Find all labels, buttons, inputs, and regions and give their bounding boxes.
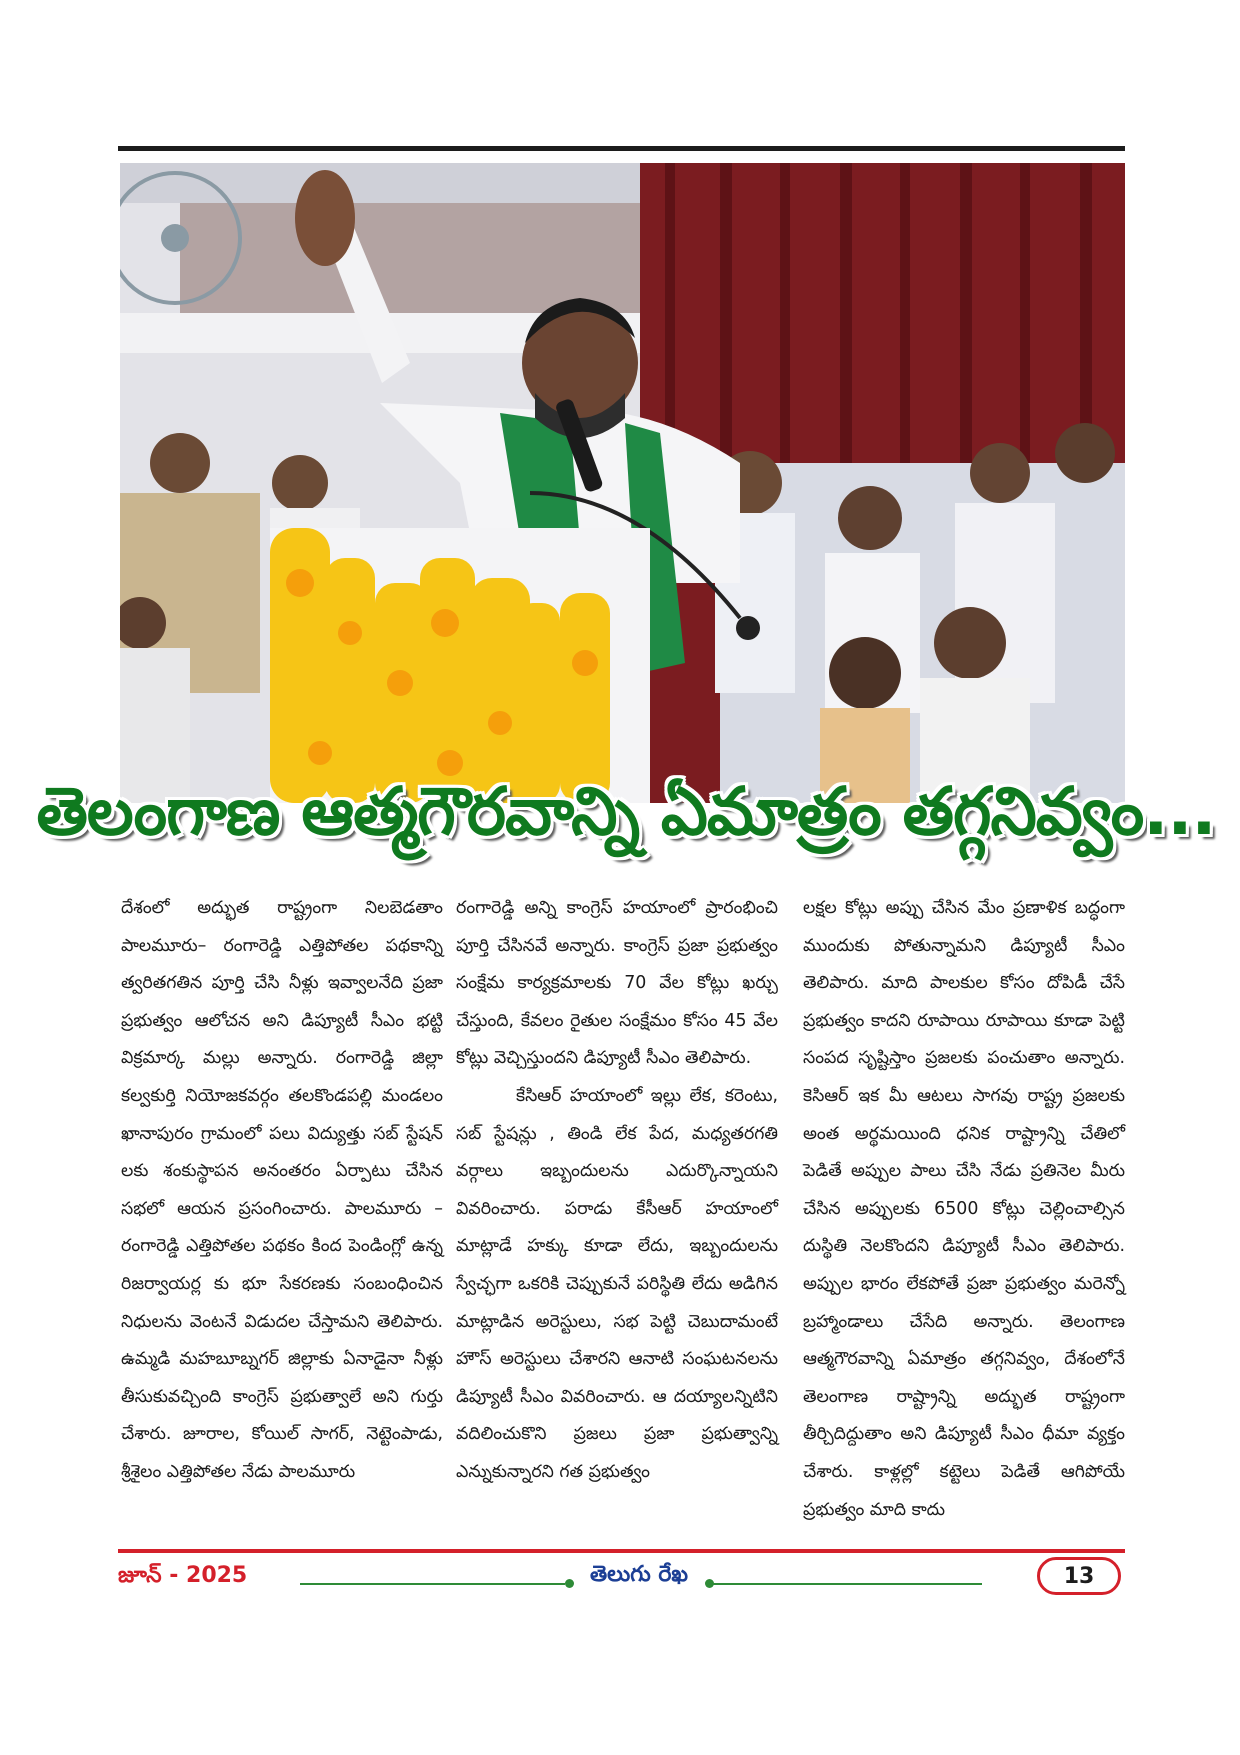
article-column-3 [803, 890, 1125, 1529]
article-photo [120, 163, 1125, 803]
footer-issue-date: జూన్ - 2025 [118, 1563, 248, 1588]
footer-divider-right [712, 1583, 982, 1585]
article-column-1 [121, 890, 443, 1492]
footer-magazine-name: తెలుగు రేఖ [589, 1562, 689, 1587]
top-rule [118, 146, 1125, 151]
column-2-paragraph-1: రంగారెడ్డి అన్ని కాంగ్రెస్ హయాంలో ప్రారంభించి పూర్తి చేసినవే అన్నారు. కాంగ్రెస్ ప్రజా ప్రభుత్వం సంక్షేమ కార్యక్రమాలకు 70 వేల కోట్లు ఖర్చు చేస్తుంది, కేవలం రైతుల సంక్షేమం కోసం 45 వేల కోట్లు వెచ్చిస్తుందని డిప్యూటీ సీఎం తెలిపారు. [456, 898, 778, 1069]
footer-rule [118, 1549, 1125, 1553]
column-1-paragraph: దేశంలో అద్భుత రాష్ట్రంగా నిలబెడతాం పాలమూరు– రంగారెడ్డి ఎత్తిపోతల పథకాన్ని త్వరితగతిన పూర్తి చేసి నీళ్లు ఇవ్వాలనేది ప్రజా ప్రభుత్వం ఆలోచన అని డిప్యూటీ సీఎం భట్టి విక్రమార్క మల్లు అన్నారు. రంగారెడ్డి జిల్లా కల్వకుర్తి నియోజకవర్గం తలకొండపల్లి మండలం ఖానాపురం గ్రామంలో పలు విద్యుత్తు సబ్ స్టేషన్ లకు శంకుస్థాపన అనంతరం ఏర్పాటు చేసిన సభలో ఆయన ప్రసంగించారు. పాలమూరు – రంగారెడ్డి ఎత్తిపోతల పథకం కింద పెండింగ్లో ఉన్న రిజర్వాయర్ల కు భూ సేకరణకు సంబంధించిన నిధులను వెంటనే విడుదల చేస్తామని తెలిపారు. ఉమ్మడి మహబూబ్నగర్ జిల్లాకు ఏనాడైనా నీళ్లు తీసుకువచ్చింది కాంగ్రెస్ ప్రభుత్వాలే అని గుర్తు చేశారు. జూరాల, కోయిల్ సాగర్, నెట్టెంపాడు, శ్రీశైలం ఎత్తిపోతల నేడు పాలమూరు [121, 898, 443, 1482]
article-headline: తెలంగాణ ఆత్మగౌరవాన్ని ఏమాత్రం తగ్గనివ్వం... [36, 773, 1216, 850]
column-3-paragraph: లక్షల కోట్లు అప్పు చేసిన మేం ప్రణాళిక బద్ధంగా ముందుకు పోతున్నామని డిప్యూటీ సీఎం తెలిపారు. మాది పాలకుల కోసం దోపిడీ చేసే ప్రభుత్వం కాదని రూపాయి రూపాయి కూడా పెట్టి సంపద సృష్టిస్తాం ప్రజలకు పంచుతాం అన్నారు. కెసిఆర్ ఇక మీ ఆటలు సాగవు రాష్ట్ర ప్రజలకు అంత అర్థమయింది ధనిక రాష్ట్రాన్ని చేతిలో పెడితే అప్పుల పాలు చేసి నేడు ప్రతినెల మీరు చేసిన అప్పులకు 6500 కోట్లు చెల్లించాల్సిన దుస్థితి నెలకొందని డిప్యూటీ సీఎం తెలిపారు. అప్పుల భారం లేకపోతే ప్రజా ప్రభుత్వం మరెన్నో బ్రహ్మాండాలు చేసేది అన్నారు. తెలంగాణ ఆత్మగౌరవాన్ని ఏమాత్రం తగ్గనివ్వం, దేశంలోనే తెలంగాణ రాష్ట్రాన్ని అద్భుత రాష్ట్రంగా తీర్చిదిద్దుతాం అని డిప్యూటీ సీఎం ధీమా వ్యక్తం చేశారు. కాళ్లల్లో కట్టెలు పెడితే ఆగిపోయే ప్రభుత్వం మాది కాదు [803, 898, 1125, 1520]
article-column-2 [456, 890, 778, 1492]
page-number-badge: 13 [1037, 1557, 1121, 1595]
footer-divider-left [300, 1583, 565, 1585]
column-2-paragraph-2: కేసిఆర్ హయాంలో ఇల్లు లేక, కరెంటు, సబ్ స్టేషన్లు , తిండి లేక పేద, మధ్యతరగతి వర్గాలు ఇబ్బందులను ఎదుర్కొన్నాయని వివరించారు. పరాడు కేసీఆర్ హయాంలో మాట్లాడే హక్కు కూడా లేదు, ఇబ్బందులను స్వేచ్ఛగా ఒకరికి చెప్పుకునే పరిస్థితి లేదు అడిగిన మాట్లాడిన అరెస్టులు, సభ పెట్టి చెబుదామంటే హౌస్ అరెస్టులు చేశారని ఆనాటి సంఘటనలను డిప్యూటీ సీఎం వివరించారు. ఆ దయ్యాలన్నిటిని వదిలించుకొని ప్రజలు ప్రజా ప్రభుత్వాన్ని ఎన్నుకున్నారని గత ప్రభుత్వం [456, 1085, 778, 1482]
